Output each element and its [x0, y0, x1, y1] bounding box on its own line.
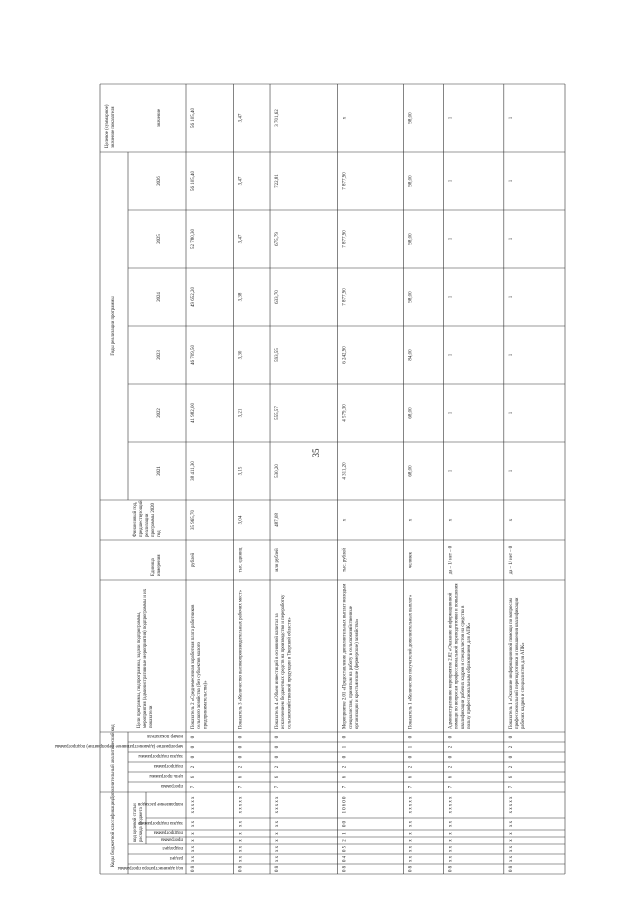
- col-2022: 2022: [157, 408, 162, 418]
- row-target: 1: [448, 116, 454, 120]
- col-podprogramma: подпрограмма: [153, 829, 183, 835]
- row-2025: 1: [508, 237, 514, 241]
- col-fin-year: предшествующий: [139, 500, 144, 537]
- code-cell: x x: [408, 821, 414, 827]
- code-cell: x x: [508, 846, 514, 852]
- code-cell: x x x x x: [275, 796, 281, 814]
- row-unit: да – 1/ нет – 0: [508, 545, 514, 575]
- code-cell: 0: [342, 755, 348, 759]
- code-cell: 0: [448, 735, 454, 739]
- row-name: организации и крестьянские (фермерские) хозяйства»: [355, 618, 360, 729]
- code-cell: x x: [238, 821, 244, 827]
- row-name: Показатель 4 «Объем инвестиций в основной капитал за: [275, 613, 281, 729]
- table-rotated-group: [54, 84, 565, 874]
- rotated-program-table: [54, 64, 565, 874]
- document-table: [54, 64, 565, 874]
- col-2024: 2024: [157, 292, 162, 302]
- row-2026: 98,00: [408, 175, 414, 187]
- code-cell: 0: [408, 755, 414, 759]
- row-name: Административное мероприятие 2.02 «Оказание информационной: [448, 592, 454, 729]
- code-cell: 0 8: [508, 866, 514, 872]
- row-unit: рублей: [191, 552, 196, 568]
- code-cell: x: [275, 832, 281, 835]
- col-programma: программа: [160, 836, 183, 842]
- code-cell: x x: [191, 821, 196, 827]
- code-cell: 0: [508, 735, 514, 739]
- row-2026: 3,47: [238, 176, 244, 186]
- code-cell: 2: [275, 765, 281, 769]
- code-cell: 7: [408, 785, 414, 789]
- code-cell: x x x x x: [408, 796, 414, 814]
- code-cell: x x: [508, 821, 514, 827]
- row-name: специалистам, принятым на работу в сельскохозяйственные: [348, 606, 354, 729]
- code-cell: 7: [238, 785, 244, 789]
- row-2024: 1: [448, 295, 454, 299]
- header-kbk-sub: расхода бюджета: [139, 807, 144, 842]
- code-cell: 2: [238, 765, 244, 769]
- row-fin-year: 487,08: [275, 513, 281, 527]
- row-2023: 46 709,50: [191, 345, 196, 365]
- code-cell: 0: [275, 745, 281, 749]
- col-name: показатели: [149, 705, 154, 728]
- col-2025: 2025: [157, 234, 162, 244]
- code-cell: x: [238, 839, 244, 842]
- row-2025: 1: [448, 237, 454, 241]
- col-razdel: раздел: [169, 855, 183, 861]
- col-admin: код администратора программы: [117, 865, 183, 871]
- row-2024: 98,00: [408, 291, 414, 303]
- code-cell: 1: [342, 832, 348, 835]
- row-2024: 1: [508, 295, 514, 299]
- col-fin-year: реализации: [145, 513, 150, 537]
- row-target: 56 105,40: [191, 108, 196, 128]
- col-name: Цели программы, подпрограммы, задачи подпрограммы,: [137, 611, 142, 728]
- row-2023: 1: [448, 353, 454, 357]
- code-cell: 6: [342, 775, 348, 779]
- row-fin-year: 3,04: [238, 515, 244, 525]
- row-2024: 49 652,20: [191, 287, 196, 307]
- col-2026: 2026: [157, 176, 162, 186]
- code-cell: 6: [191, 775, 196, 779]
- code-cell: x x: [275, 821, 281, 827]
- row-fin-year: x: [342, 518, 348, 522]
- code-cell: 0 8: [191, 866, 196, 872]
- code-cell: x x: [191, 856, 196, 862]
- code-cell: 0 0: [342, 821, 348, 827]
- code-cell: x x: [191, 846, 196, 852]
- col-add-nomer: номер показателя: [147, 733, 183, 739]
- code-cell: x: [238, 832, 244, 835]
- col-add-zadacha: задача подпрограммы: [138, 753, 183, 759]
- row-2023: 593,55: [275, 348, 281, 362]
- row-2025: 98,00: [408, 233, 414, 245]
- row-2026: 1: [508, 179, 514, 183]
- row-name: предпринимательства)»: [203, 680, 209, 729]
- row-2022: 4 579,30: [342, 404, 348, 422]
- code-cell: 0: [342, 735, 348, 739]
- code-cell: x x: [448, 846, 454, 852]
- header-codes-additional: Дополнительный аналитический код: [111, 724, 116, 800]
- code-cell: x: [508, 839, 514, 842]
- row-2025: 52 780,30: [191, 229, 196, 249]
- code-cell: 0: [238, 745, 244, 749]
- code-cell: 0: [191, 745, 196, 749]
- header-target: Целевое (суммарное): [105, 104, 110, 148]
- code-cell: 2: [508, 745, 514, 749]
- row-fin-year: x: [408, 518, 414, 522]
- code-cell: x x: [238, 846, 244, 852]
- col-unit: измерения: [157, 554, 162, 576]
- row-2021: 1: [448, 469, 454, 473]
- code-cell: 0: [191, 735, 196, 739]
- code-cell: x x x x x: [191, 796, 196, 814]
- col-add-cel: цель программы: [149, 773, 183, 779]
- code-cell: 0: [275, 735, 281, 739]
- row-unit: тыс. рублей: [342, 548, 348, 572]
- col-add-podprogramma: подпрограмма: [153, 763, 183, 769]
- code-cell: x: [191, 839, 196, 842]
- code-cell: x x: [448, 856, 454, 862]
- row-target: x: [342, 116, 348, 120]
- page-number: 35: [311, 448, 321, 458]
- row-2023: 6 242,90: [342, 346, 348, 364]
- row-name: исключением бюджетных средств на производство и переработку: [281, 594, 287, 729]
- code-cell: 1: [408, 745, 414, 749]
- col-napravlenie: направление расходов: [137, 801, 183, 807]
- row-2026: 7 877,90: [342, 172, 348, 190]
- row-fin-year: x: [508, 518, 514, 522]
- code-cell: 0: [275, 755, 281, 759]
- col-target-value: значение: [157, 108, 162, 128]
- row-name: помощи по вопросам профессиональной переподготовки и повышения: [454, 583, 460, 729]
- col-unit: Единица: [151, 558, 156, 576]
- code-cell: 1 0 6 0 0: [342, 796, 348, 814]
- code-cell: 7: [508, 785, 514, 789]
- code-cell: 0: [238, 755, 244, 759]
- col-zadacha: задача подпрограммы: [138, 820, 183, 826]
- row-2021: 3,15: [238, 466, 244, 476]
- row-2026: 722,81: [275, 174, 281, 188]
- row-name: Показатель 1 «Количество получателей дополнительных выплат»: [408, 594, 414, 729]
- col-fin-year: год: [157, 530, 162, 537]
- row-unit: да – 1/ нет – 0: [448, 545, 454, 575]
- code-cell: 2: [342, 765, 348, 769]
- code-cell: 0 8: [238, 866, 244, 872]
- row-fin-year: 35 965,70: [191, 510, 196, 530]
- code-cell: 7: [275, 785, 281, 789]
- code-cell: 6: [238, 775, 244, 779]
- code-cell: 0: [448, 755, 454, 759]
- code-cell: 0 5: [342, 846, 348, 852]
- row-2024: 3,38: [238, 292, 244, 302]
- row-2021: 1: [508, 469, 514, 473]
- code-cell: 0 8: [448, 866, 454, 872]
- code-cell: x: [508, 832, 514, 835]
- code-cell: 0 8: [275, 866, 281, 872]
- col-fin-year: программы 2020: [151, 503, 156, 537]
- row-unit: млн рублей: [275, 548, 281, 572]
- header-kbk-sub: код целевой статьи: [133, 803, 138, 842]
- row-2026: 56 105,40: [191, 171, 196, 191]
- row-2021: 4 311,20: [342, 462, 348, 480]
- row-target: 3 701,62: [275, 109, 281, 127]
- code-cell: 2: [342, 839, 348, 842]
- col-2021: 2021: [157, 466, 162, 476]
- code-cell: 2: [448, 765, 454, 769]
- row-name: Показатель 3 «Количество высокопроизводительных рабочих мест»: [238, 590, 244, 729]
- header-codes-budget: Коды бюджетной классификации: [111, 799, 116, 867]
- code-cell: x x: [275, 856, 281, 862]
- code-cell: x: [448, 839, 454, 842]
- code-cell: 6: [408, 775, 414, 779]
- row-name: сельского хозяйства (без субъектов малого: [197, 642, 203, 729]
- row-2022: 1: [448, 411, 454, 415]
- col-name: мероприятия (административные мероприятия) подпрограммы и их: [143, 588, 148, 728]
- col-podrazdel: подраздел: [162, 845, 183, 851]
- row-unit: тыс. единиц: [238, 547, 244, 573]
- row-2023: 84,00: [408, 349, 414, 361]
- header-target: значение показателя: [111, 106, 116, 148]
- code-cell: x x x x x: [238, 796, 244, 814]
- col-2023: 2023: [157, 350, 162, 360]
- row-name: профессиональной переподготовки и повышения квалификации: [515, 597, 521, 729]
- code-cell: x: [448, 832, 454, 835]
- code-cell: 2: [191, 765, 196, 769]
- row-name: Показатель 1 «Оказание информационной помощи по вопросам: [508, 598, 514, 729]
- code-cell: 0: [238, 735, 244, 739]
- row-name: квалификации рабочих кадров и специалистов на средства в: [460, 605, 466, 729]
- row-target: 1: [508, 116, 514, 120]
- row-fin-year: x: [448, 518, 454, 522]
- row-name: Показатель 2 «Среднемесячная заработная плата работников: [191, 604, 196, 729]
- col-add-meropriyatie: мероприятие (административное мероприятие) подпрограммы: [54, 743, 183, 749]
- code-cell: 7: [191, 785, 196, 789]
- row-2025: 675,79: [275, 232, 281, 246]
- code-cell: 0 8: [342, 866, 348, 872]
- row-name: сельскохозяйственной продукции в Тверской области»: [287, 617, 293, 729]
- code-cell: x x x x x: [508, 796, 514, 814]
- code-cell: x: [191, 832, 196, 835]
- row-name: рабочих кадров и специалистов для АПК»: [521, 642, 527, 729]
- code-cell: 6: [275, 775, 281, 779]
- col-fin-year: Финансовый год,: [133, 501, 138, 537]
- row-target: 3,47: [238, 113, 244, 123]
- row-2022: 1: [508, 411, 514, 415]
- row-2024: 7 877,90: [342, 288, 348, 306]
- code-cell: 2: [408, 765, 414, 769]
- code-cell: 1: [342, 745, 348, 749]
- code-cell: 6: [508, 775, 514, 779]
- code-cell: x x: [508, 856, 514, 862]
- row-2022: 68,00: [408, 407, 414, 419]
- row-2021: 530,20: [275, 464, 281, 478]
- col-add-programma: программа: [160, 783, 183, 789]
- code-cell: x x: [275, 846, 281, 852]
- code-cell: x x: [448, 821, 454, 827]
- row-2025: 7 877,90: [342, 230, 348, 248]
- row-2023: 3,30: [238, 350, 244, 360]
- row-target: 98,00: [408, 112, 414, 124]
- code-cell: x: [408, 839, 414, 842]
- row-2025: 3,47: [238, 234, 244, 244]
- code-cell: 0: [191, 755, 196, 759]
- row-2023: 1: [508, 353, 514, 357]
- code-cell: 0 4: [342, 856, 348, 862]
- code-cell: x x: [408, 846, 414, 852]
- row-2024: 633,70: [275, 290, 281, 304]
- code-cell: x: [408, 832, 414, 835]
- code-cell: x x: [238, 856, 244, 862]
- code-cell: 0: [408, 735, 414, 739]
- code-cell: x x x x x: [448, 796, 454, 814]
- row-2021: 38 411,30: [191, 461, 196, 481]
- row-unit: человек: [408, 551, 414, 569]
- row-2026: 1: [448, 179, 454, 183]
- header-years: Годы реализации программы: [111, 296, 116, 356]
- row-name: Мероприятие 2.01 «Предоставление дополнительных выплат молодым: [342, 583, 348, 729]
- code-cell: 0: [508, 755, 514, 759]
- code-cell: 0 8: [408, 866, 414, 872]
- row-2022: 555,57: [275, 406, 281, 420]
- row-2022: 3,21: [238, 408, 244, 418]
- code-cell: 6: [448, 775, 454, 779]
- code-cell: x: [275, 839, 281, 842]
- code-cell: 7: [448, 785, 454, 789]
- row-2021: 68,00: [408, 465, 414, 477]
- code-cell: 2: [508, 765, 514, 769]
- row-2022: 41 982,00: [191, 403, 196, 423]
- code-cell: 2: [448, 745, 454, 749]
- code-cell: x x: [408, 856, 414, 862]
- row-name: пользу профессиональным образованием для АПК»: [467, 622, 473, 729]
- code-cell: 7: [342, 785, 348, 789]
